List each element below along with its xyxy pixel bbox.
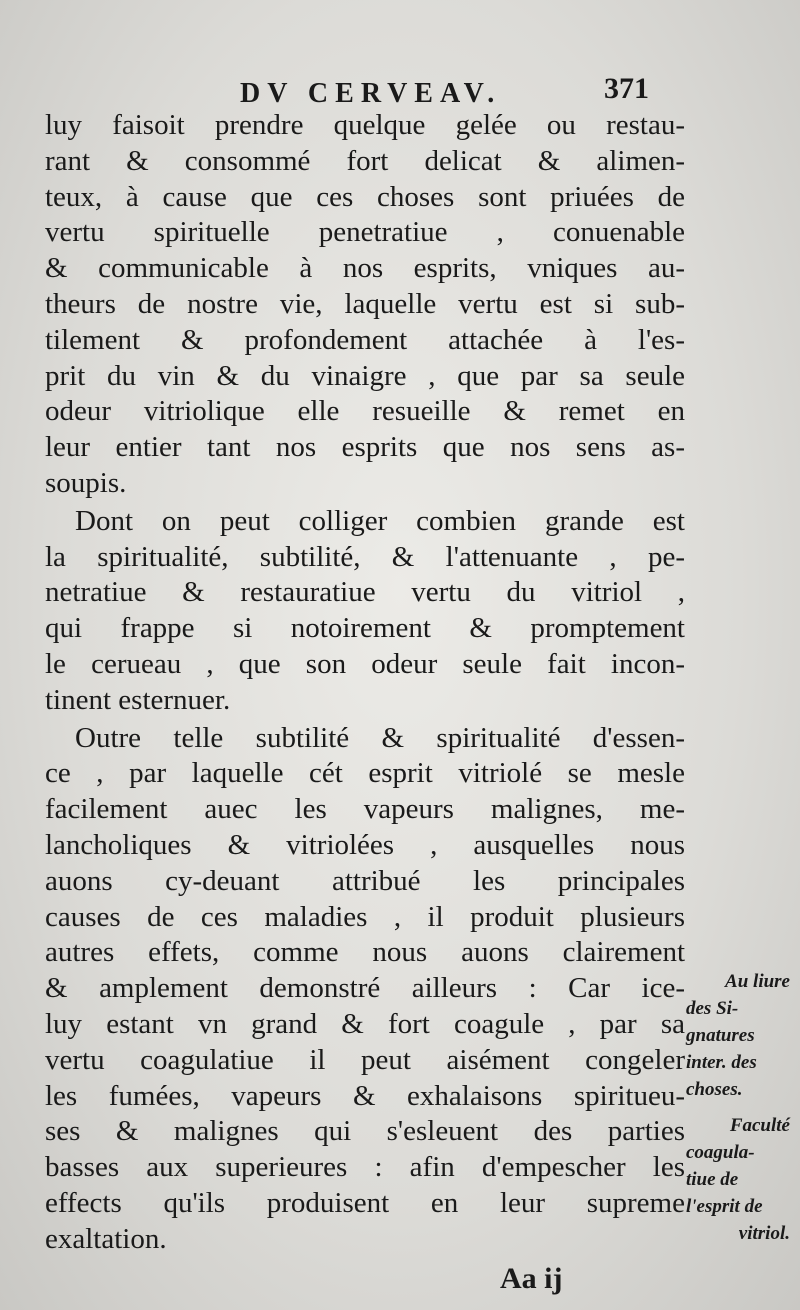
- margin-note-line: inter. des: [686, 1052, 757, 1073]
- text-line: basses aux superieures : afin d'empescher les: [45, 1151, 685, 1184]
- margin-note-line: vitriol.: [738, 1223, 790, 1244]
- margin-note-line: tiue de: [686, 1169, 739, 1190]
- text-line: qui frappe si notoirement & promptement: [45, 612, 685, 645]
- text-line: prit du vin & du vinaigre , que par sa seule: [45, 359, 685, 392]
- text-line: ses & malignes qui s'esleuent des parties: [45, 1115, 685, 1148]
- text-line: odeur vitriolique elle resueille & remet en: [45, 395, 685, 428]
- running-title: DV CERVEAV.: [240, 78, 502, 109]
- margin-note-reference: [686, 968, 796, 1103]
- text-line: luy faisoit prendre quelque gelée ou restau-: [45, 109, 685, 141]
- text-line: causes de ces maladies , il produit plusieurs: [45, 900, 685, 933]
- text-line: ce , par laquelle cét esprit vitriolé se mesle: [45, 757, 685, 790]
- text-line: vertu coagulatiue il peut aisément congeler: [45, 1043, 685, 1076]
- text-line: & communicable à nos esprits, vniques au-: [45, 252, 685, 285]
- text-line: facilement auec les vapeurs malignes, me-: [45, 793, 685, 826]
- text-line: luy estant vn grand & fort coagule , par sa: [45, 1007, 685, 1040]
- text-line: netratiue & restauratiue vertu du vitriol ,: [45, 576, 685, 609]
- text-line: tilement & profondement attachée à l'es-: [45, 323, 685, 356]
- text-line: exaltation.: [45, 1222, 167, 1255]
- paragraph-1: [45, 108, 685, 502]
- main-text: [45, 108, 685, 1258]
- margin-note-line: Faculté: [729, 1115, 790, 1136]
- text-line: Outre telle subtilité & spiritualité d'essen-: [75, 721, 685, 754]
- text-line: effects qu'ils produisent en leur supreme: [45, 1186, 685, 1219]
- margin-note-line: choses.: [686, 1079, 743, 1100]
- paragraph-3: [45, 721, 685, 1258]
- text-line: rant & consommé fort delicat & alimen-: [45, 144, 685, 177]
- margin-note-faculty: [686, 1112, 796, 1247]
- margin-note-line: l'esprit de: [686, 1196, 763, 1217]
- text-line: Dont on peut colliger combien grande est: [75, 504, 685, 537]
- text-line: theurs de nostre vie, laquelle vertu est si sub-: [45, 287, 685, 320]
- paragraph-2: [45, 504, 685, 719]
- text-line: vertu spirituelle penetratiue , conuenable: [45, 216, 685, 249]
- text-line: & amplement demonstré ailleurs : Car ice-: [45, 972, 685, 1005]
- margin-note-line: gnatures: [686, 1025, 755, 1046]
- margin-note-line: des Si-: [686, 998, 739, 1019]
- text-line: la spiritualité, subtilité, & l'attenuante , pe-: [45, 540, 685, 573]
- text-line: tinent esternuer.: [45, 683, 231, 716]
- text-line: soupis.: [45, 466, 127, 499]
- text-line: le cerueau , que son odeur seule fait incon-: [45, 647, 685, 680]
- page-number: 371: [604, 72, 649, 105]
- text-line: auons cy-deuant attribué les principales: [45, 864, 685, 897]
- signature-mark: Aa ij: [500, 1262, 563, 1295]
- text-line: les fumées, vapeurs & exhalaisons spiritueu-: [45, 1079, 685, 1112]
- text-line: lancholiques & vitriolées , ausquelles nous: [45, 828, 685, 861]
- text-line: teux, à cause que ces choses sont priuées de: [45, 180, 685, 213]
- text-line: leur entier tant nos esprits que nos sens as-: [45, 431, 685, 464]
- margin-note-line: Au liure: [725, 971, 790, 992]
- margin-note-line: coagula-: [686, 1142, 755, 1163]
- text-line: autres effets, comme nous auons clairement: [45, 936, 685, 969]
